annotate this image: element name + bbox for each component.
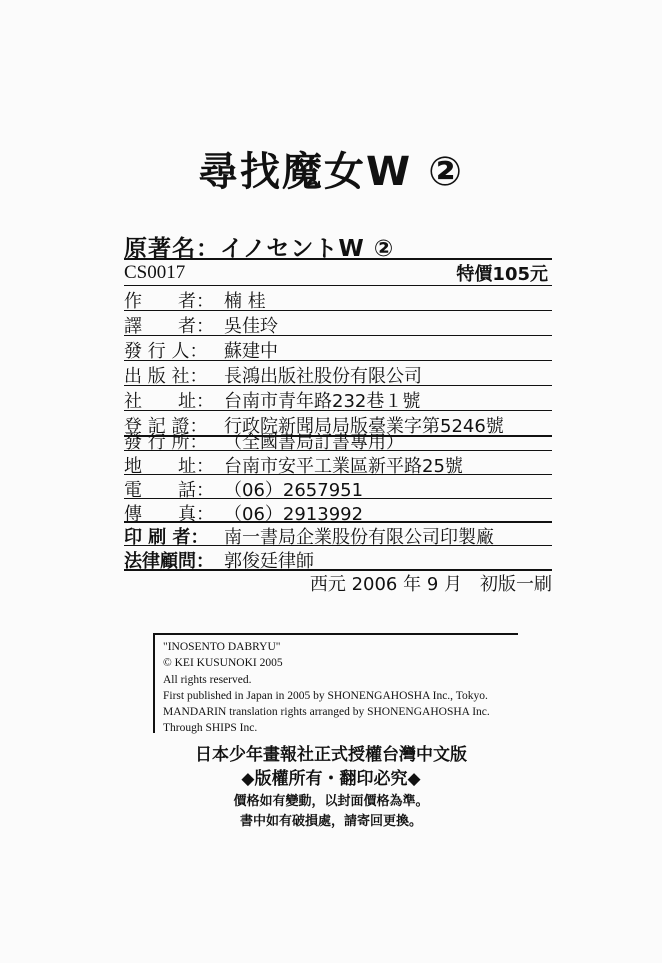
credit-label: 登 記 證：: [124, 416, 208, 437]
authorization-notice: 日本少年畫報社正式授權台灣中文版: [195, 745, 467, 765]
edition-date: 西元 2006 年 9 月 初版一刷: [309, 574, 552, 595]
credit-value: 吳佳玲: [224, 316, 278, 337]
rights-line: MANDARIN translation rights arranged by SHONENGAHOSHA Inc.: [163, 706, 490, 719]
print-row-lawyer: [124, 545, 552, 571]
credit-value: 台南市青年路232巷１號: [224, 391, 421, 412]
book-title: 尋找魔女W ②: [198, 149, 464, 195]
dist-value: （06）2657951: [224, 480, 364, 501]
dist-value: 台南市安平工業區新平路25號: [224, 456, 463, 477]
dist-label: 地 址：: [124, 456, 214, 477]
credit-row-author: [124, 285, 552, 311]
credit-row-publisher-person: [124, 335, 552, 361]
dist-label: 發 行 所：: [124, 432, 208, 453]
rights-box: [153, 633, 518, 733]
credit-label: 譯 者：: [124, 316, 214, 337]
credit-value: 蘇建中: [224, 341, 278, 362]
print-label: 印 刷 者：: [124, 527, 209, 548]
credit-label: 發 行 人：: [124, 341, 208, 362]
print-row-printer: [124, 521, 552, 546]
rights-line: © KEI KUSUNOKI 2005: [163, 657, 283, 670]
dist-row-address: [124, 450, 552, 476]
product-code: CS0017: [124, 262, 186, 283]
print-value: 南一書局企業股份有限公司印製廠: [224, 527, 494, 548]
credit-value: 長鴻出版社股份有限公司: [224, 366, 422, 387]
dist-label: 傳 真：: [124, 504, 214, 525]
rights-line: All rights reserved.: [163, 673, 252, 686]
rights-line: Through SHIPS Inc.: [163, 722, 258, 735]
credit-row-address: [124, 385, 552, 411]
rights-reserved-notice: ◆版權所有・翻印必究◆: [241, 769, 421, 789]
dist-row-phone: [124, 474, 552, 500]
dist-value: （全國書局訂書專用）: [224, 432, 404, 453]
original-title: 原著名：イノセントW ②: [124, 236, 395, 262]
damage-return-note: 書中如有破損處，請寄回更換。: [239, 814, 422, 829]
print-label: 法律顧問：: [124, 551, 214, 572]
credit-label: 出 版 社：: [124, 366, 208, 387]
credit-value: 行政院新聞局局版臺業字第5246號: [224, 416, 504, 437]
dist-row-office: [124, 426, 552, 451]
rights-line: "INOSENTO DABRYU": [163, 641, 281, 653]
credit-label: 社 址：: [124, 391, 214, 412]
rights-line: First published in Japan in 2005 by SHONENGAHOSHA Inc., Tokyo.: [163, 689, 488, 702]
credit-row-translator: [124, 310, 552, 336]
credit-value: 楠 桂: [224, 291, 266, 312]
code-price-line: [124, 258, 552, 286]
price: 特價105元: [456, 264, 548, 285]
price-change-note: 價格如有變動，以封面價格為準。: [233, 794, 429, 809]
dist-value: （06）2913992: [224, 504, 364, 525]
dist-label: 電 話：: [124, 480, 214, 501]
print-value: 郭俊廷律師: [224, 551, 314, 572]
credit-row-publisher: [124, 360, 552, 386]
credit-label: 作 者：: [124, 291, 214, 312]
